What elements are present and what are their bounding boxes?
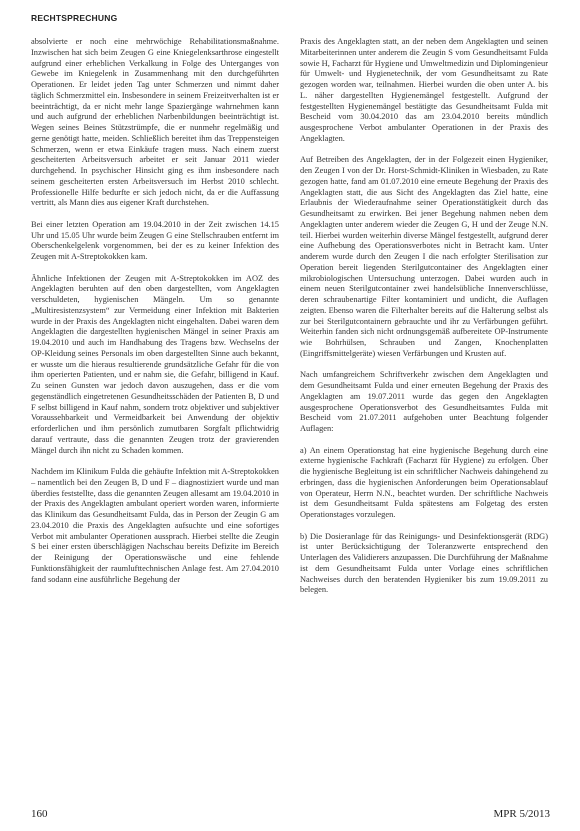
section-header: RECHTSPRECHUNG: [31, 13, 118, 23]
paragraph: Praxis des Angeklagten statt, an der neben dem Angeklagten und seinen Mitarbeiterinnen unter anderem die Zeugin S vom Gesundheitsamt Fulda sowie H, Facharzt für Hygiene und Umweltmedizin und Diplomingenieur für Umwelt- und Hygienetechnik, der vom Gesundheitsamt zu Rate gezogen worden war, teilnahmen. Hierbei wurden die oben unter A. bis L. näher dargestellten Hygienemängel festgestellt. Aufgrund der festgestellten Hygienemängel bestätigte das Gesundheitsamt Fulda mit Bescheid vom 30.04.2010 das am 23.04.2010 bereits mündlich ausgesprochene Verbot ambulanter Operationen in der Praxis des Angeklagten.: [300, 37, 548, 143]
paragraph: Bei einer letzten Operation am 19.04.2010 in der Zeit zwischen 14.15 Uhr und 15.05 Uhr wurde beim Zeugen G eine Stellschrauben entfernt im Oberschenkelgelenk vorgenommen, bei der es zu keiner Infektion des Zeugen mit A-Streptokokken kam.: [31, 219, 279, 261]
paragraph: Nachdem im Klinikum Fulda die gehäufte Infektion mit A-Streptokokken – namentlich bei den Zeugen B, D und F – diagnostiziert wurde und man überdies feststellte, dass die genannten Zeugen allesamt am 19.04.2010 in der Praxis des Angeklagten ambulant operiert worden waren, informierte das Klinikum das Gesundheitsamt Fulda, das in Person der Zeugin G am 23.04.2010 die Praxis des Angeklagten aufsuchte und eine sofortiges Verbot mit ambulanter Operationen aussprach. Hierbei stellte die Zeugin S bei einer ersten überschlägigen Nachschau bereits Defizite im Bereich der Reinigung der Operationswäsche und eine fehlende Funktionsfähigkeit der raumlufttechnischen Anlage fest. Am 27.04.2010 fand sodann eine ausführliche Begehung der: [31, 467, 279, 584]
list-item: b) Die Dosieranlage für das Reinigungs- und Desinfektionsgerät (RDG) ist unter Berücksichtigung der Toleranzwerte entsprechend den Unterlagen des Validierers anzupassen. Die Durchführung der Maßnahme ist dem Gesundheitsamt Fulda unter Vorlage eines schriftlichen Nachweises durch den beratenden Hygieniker bis zum 19.09.2011 zu belegen.: [300, 531, 548, 595]
left-column: [31, 37, 279, 797]
journal-issue: MPR 5/2013: [493, 808, 550, 820]
paragraph: Ähnliche Infektionen der Zeugen mit A-Streptokokken im AOZ des Angeklagten beruhten auf den oben dargestellten, vom Angeklagten verschuldeten, hygienischen Mängeln. Um so genannte „Multiresistenzsystem“ zur Vermeidung einer Infektion mit Bakterien wurde in der Praxis des Angeklagten nicht eingehalten. Dabei waren dem Angeklagten die dargestellten hygienischen Mängel in seiner Praxis am 19.04.2010 und auch im Handhabung des Tragens bzw. Wechselns der OP-Kleidung seines Personals im oben dargestellten Sinne auch bekannt, er wusste um die hieraus resultierende grundsätzliche Gefahr für die von ihm operierten Patienten, und er nahm sie, die Gefahr, billigend in Kauf. Zu seinen Gunsten war jedoch davon auszugehen, dass er die vom gegenständlich eingetretenen Gesundheitsschäden der Patienten B, D und F selbst billigend in Kauf nahm, sondern trotz objektiver und subjektiver Voraussehbarkeit und Vermeidbarkeit bei Anwendung der objektiv erforderlichen und ihm persönlich zumutbaren Sorgfalt pflichtwidrig darauf vertraute, dass die genannten Zeugen trotz der gravierenden Mängel durch ihn nicht zu Schaden kommen.: [31, 273, 279, 455]
list-item: a) An einem Operationstag hat eine hygienische Begehung durch eine externe hygienische Fachkraft (Facharzt für Hygiene) zu erfolgen. Über die hygienische Begleitung ist ein schriftlicher Nachweis dahingehend zu erbringen, dass die hygienischen Anforderungen beim Operationsablauf von Operateur, Herrn N.N., beachtet wurden. Der schriftliche Nachweis ist dem Gesundheitsamt Fulda spätestens am Folgetag des ersten Operationstages vorzulegen.: [300, 445, 548, 519]
page-number: 160: [31, 808, 48, 820]
right-column: [300, 37, 548, 797]
paragraph: Auf Betreiben des Angeklagten, der in der Folgezeit einen Hygieniker, den Zeugen I von der Dr. Horst-Schmidt-Kliniken in Wiesbaden, zu Rate gezogen hatte, fand am 01.07.2010 eine erneute Begehung der Praxis des Angeklagten statt, die aus Sicht des Angeklagten das Ziel hatte, eine Erlaubnis der Wiederaufnahme seiner Operationstätigkeit durch das Gesundheitsamt zu erwirken. Bei jener Begehung nahmen neben dem Angeklagten unter anderem wieder die Zeugen G, H und der Zeuge N.N. teil. Hierbei wurden weiterhin diverse Mängel festgestellt, aufgrund derer eine Aufhebung des Operationsverbotes nicht in Betracht kam. Unter anderem wurde durch den Zeugen I die nach erfolgter Sterilisation zur Operation bereit liegenden Sterilgutcontainer des Angeklagten einer mikrobiologischen Untersuchung unterzogen. Dabei wurden auch in einem neuen Sterilgutcontainer zwei handelsübliche Innenverschlüsse, deren schraubenartige Filter kontaminiert und undicht, die Auflagen zeigten. Ebenso waren die Filterhalter bereits auf die Halterung selbst als zur bei Sterilgutcontainern gebrauchte und ihr zu Verfärbungen geführt. Weiterhin fanden sich nicht ordnungsgemäß aufbereitete OP-Instrumente wie Bohrhülsen, Schrauben und Zangen, Knochenplatten (Eingriffsmittelgeräte) wiesen Verfärbungen und Krusten auf.: [300, 155, 548, 358]
paragraph: absolvierte er noch eine mehrwöchige Rehabilitationsmaßnahme. Inzwischen hat sich beim Zeugen G eine Kniegelenksarthrose eingestellt aufgrund einer erheblichen Verkalkung in Folge des Unterganges von Gewebe im Kniegelenk in Zusammenhang mit den durchgeführten Operationen. Er leidet jeden Tag unter Schmerzen und nimmt daher täglich Schmerzmittel ein. Insbesondere in seinem Freizeitverhalten ist er beeinträchtigt, da er nicht mehr lange Spaziergänge wahrnehmen kann und auch aufgrund der erheblichen Narbenbildungen beeinträchtigt ist. Wegen seines Beines Stützstrümpfe, die er nunmehr regelmäßig und gerne genötigt hatte, meiden. Schließlich bereitet ihm das Treppensteigen Schmerzen, wenn er etwa Einkäufe tragen muss. Nach einem zuerst gescheiterten Arbeitsversuch arbeitet er seit Januar 2011 wieder durchgehend. In psychischer Hinsicht ging es ihm insbesondere nach seinem gescheiterten ersten Arbeitsversuch im Herbst 2010 schlecht. Professionelle Hilfe bedurfte er sich jedoch nicht, da er die Auffassung vertritt, als Mann dies aus eigener Kraft durchstehen.: [31, 37, 279, 208]
paragraph: Nach umfangreichem Schriftverkehr zwischen dem Angeklagten und dem Gesundheitsamt Fulda und einer erneuten Begehung der Praxis des Angeklagten am 19.07.2011 wurde das gegen den Angeklagten ausgesprochene Operationsverbot des Gesundheitsamtes Fulda mit Bescheid vom 21.07.2011 aufgehoben unter Beachtung folgender Auflagen:: [300, 370, 548, 433]
